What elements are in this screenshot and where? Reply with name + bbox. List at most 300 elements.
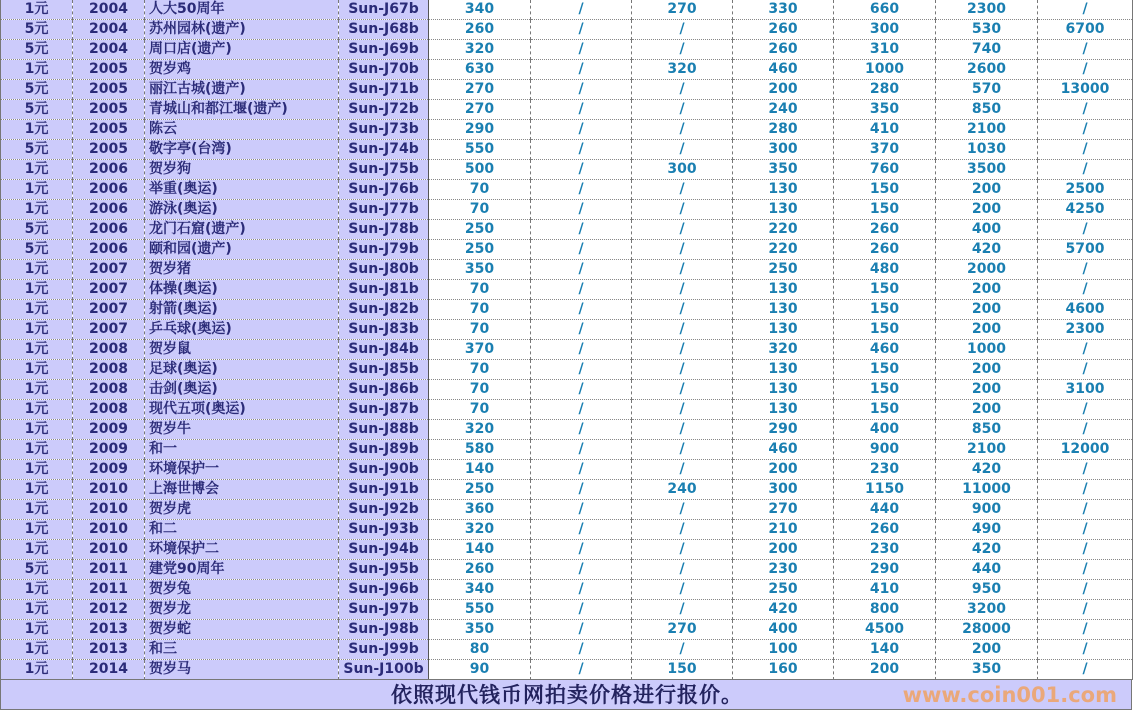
table-row	[1, 120, 1133, 140]
cell-price-6: 400	[936, 220, 1038, 240]
cell-denomination: 5元	[1, 220, 73, 240]
cell-catalog-code: Sun-J77b	[339, 200, 429, 220]
footer-note: 依照现代钱币网拍卖价格进行报价。	[391, 683, 743, 707]
cell-price-1: 260	[429, 20, 531, 40]
cell-price-3: /	[632, 500, 733, 520]
cell-price-2: /	[531, 0, 632, 20]
cell-coin-name: 环境保护一	[145, 460, 339, 480]
cell-denomination: 1元	[1, 280, 73, 300]
cell-price-3: 150	[632, 660, 733, 680]
cell-price-7: /	[1038, 420, 1133, 440]
cell-price-2: /	[531, 300, 632, 320]
cell-price-5: 410	[834, 120, 936, 140]
cell-price-5: 150	[834, 200, 936, 220]
cell-year: 2005	[73, 140, 145, 160]
cell-price-4: 130	[733, 280, 834, 300]
cell-price-1: 580	[429, 440, 531, 460]
cell-price-7: /	[1038, 140, 1133, 160]
cell-price-4: 130	[733, 400, 834, 420]
table-body	[1, 0, 1133, 680]
cell-price-7: 4250	[1038, 200, 1133, 220]
cell-price-3: 320	[632, 60, 733, 80]
cell-price-7: 5700	[1038, 240, 1133, 260]
cell-price-3: /	[632, 600, 733, 620]
cell-coin-name: 建党90周年	[145, 560, 339, 580]
cell-catalog-code: Sun-J68b	[339, 20, 429, 40]
cell-denomination: 5元	[1, 560, 73, 580]
cell-price-6: 200	[936, 180, 1038, 200]
cell-denomination: 5元	[1, 100, 73, 120]
cell-denomination: 1元	[1, 320, 73, 340]
table-row	[1, 440, 1133, 460]
cell-price-6: 2300	[936, 0, 1038, 20]
cell-price-2: /	[531, 260, 632, 280]
cell-year: 2006	[73, 160, 145, 180]
cell-coin-name: 和二	[145, 520, 339, 540]
cell-coin-name: 贺岁鼠	[145, 340, 339, 360]
cell-price-2: /	[531, 80, 632, 100]
table-row	[1, 500, 1133, 520]
cell-price-7: /	[1038, 640, 1133, 660]
cell-price-2: /	[531, 500, 632, 520]
cell-year: 2008	[73, 360, 145, 380]
cell-catalog-code: Sun-J89b	[339, 440, 429, 460]
cell-price-1: 70	[429, 320, 531, 340]
cell-price-3: /	[632, 260, 733, 280]
cell-price-6: 1030	[936, 140, 1038, 160]
cell-price-5: 480	[834, 260, 936, 280]
cell-price-4: 460	[733, 60, 834, 80]
table-row	[1, 220, 1133, 240]
table-row	[1, 360, 1133, 380]
cell-price-2: /	[531, 440, 632, 460]
cell-price-4: 280	[733, 120, 834, 140]
cell-price-6: 200	[936, 380, 1038, 400]
cell-price-4: 130	[733, 360, 834, 380]
cell-price-5: 150	[834, 320, 936, 340]
cell-denomination: 1元	[1, 420, 73, 440]
cell-year: 2010	[73, 480, 145, 500]
cell-price-4: 270	[733, 500, 834, 520]
cell-price-7: /	[1038, 620, 1133, 640]
cell-price-3: /	[632, 420, 733, 440]
cell-price-5: 230	[834, 460, 936, 480]
cell-denomination: 1元	[1, 660, 73, 680]
cell-price-7: /	[1038, 560, 1133, 580]
cell-year: 2014	[73, 660, 145, 680]
cell-coin-name: 贺岁蛇	[145, 620, 339, 640]
cell-price-5: 760	[834, 160, 936, 180]
table-row	[1, 560, 1133, 580]
cell-price-1: 140	[429, 460, 531, 480]
cell-price-5: 150	[834, 280, 936, 300]
cell-price-2: /	[531, 480, 632, 500]
cell-price-2: /	[531, 400, 632, 420]
table-row	[1, 280, 1133, 300]
cell-denomination: 1元	[1, 340, 73, 360]
cell-price-5: 200	[834, 660, 936, 680]
cell-catalog-code: Sun-J99b	[339, 640, 429, 660]
cell-price-5: 150	[834, 180, 936, 200]
table-row	[1, 600, 1133, 620]
table-row	[1, 400, 1133, 420]
cell-denomination: 1元	[1, 0, 73, 20]
cell-coin-name: 陈云	[145, 120, 339, 140]
cell-denomination: 1元	[1, 380, 73, 400]
cell-price-4: 230	[733, 560, 834, 580]
cell-price-2: /	[531, 660, 632, 680]
cell-price-5: 900	[834, 440, 936, 460]
cell-price-1: 70	[429, 300, 531, 320]
cell-price-6: 200	[936, 360, 1038, 380]
cell-price-3: /	[632, 540, 733, 560]
cell-price-4: 350	[733, 160, 834, 180]
cell-price-1: 350	[429, 260, 531, 280]
cell-year: 2006	[73, 180, 145, 200]
cell-price-4: 160	[733, 660, 834, 680]
cell-year: 2006	[73, 200, 145, 220]
cell-price-3: /	[632, 300, 733, 320]
cell-coin-name: 体操(奥运)	[145, 280, 339, 300]
cell-price-1: 270	[429, 80, 531, 100]
cell-coin-name: 苏州园林(遗产)	[145, 20, 339, 40]
cell-catalog-code: Sun-J100b	[339, 660, 429, 680]
cell-coin-name: 上海世博会	[145, 480, 339, 500]
cell-price-3: /	[632, 120, 733, 140]
cell-price-4: 330	[733, 0, 834, 20]
table-row	[1, 420, 1133, 440]
cell-denomination: 1元	[1, 260, 73, 280]
cell-price-6: 850	[936, 420, 1038, 440]
cell-coin-name: 颐和园(遗产)	[145, 240, 339, 260]
cell-price-4: 320	[733, 340, 834, 360]
cell-price-3: /	[632, 560, 733, 580]
cell-price-1: 250	[429, 240, 531, 260]
cell-price-3: /	[632, 640, 733, 660]
cell-price-5: 150	[834, 380, 936, 400]
cell-price-1: 350	[429, 620, 531, 640]
cell-catalog-code: Sun-J94b	[339, 540, 429, 560]
cell-price-6: 2100	[936, 440, 1038, 460]
cell-year: 2007	[73, 260, 145, 280]
cell-coin-name: 击剑(奥运)	[145, 380, 339, 400]
cell-price-1: 320	[429, 40, 531, 60]
cell-price-2: /	[531, 540, 632, 560]
cell-denomination: 1元	[1, 480, 73, 500]
cell-price-4: 130	[733, 180, 834, 200]
cell-price-4: 130	[733, 200, 834, 220]
cell-price-2: /	[531, 360, 632, 380]
cell-catalog-code: Sun-J80b	[339, 260, 429, 280]
cell-denomination: 1元	[1, 460, 73, 480]
cell-price-7: /	[1038, 360, 1133, 380]
table-row	[1, 540, 1133, 560]
cell-price-1: 250	[429, 480, 531, 500]
cell-coin-name: 贺岁龙	[145, 600, 339, 620]
cell-year: 2009	[73, 460, 145, 480]
cell-price-4: 210	[733, 520, 834, 540]
cell-price-7: /	[1038, 580, 1133, 600]
cell-catalog-code: Sun-J95b	[339, 560, 429, 580]
cell-year: 2005	[73, 80, 145, 100]
cell-catalog-code: Sun-J97b	[339, 600, 429, 620]
cell-coin-name: 贺岁狗	[145, 160, 339, 180]
cell-price-3: /	[632, 20, 733, 40]
cell-denomination: 5元	[1, 40, 73, 60]
cell-price-1: 70	[429, 360, 531, 380]
cell-price-6: 2000	[936, 260, 1038, 280]
cell-price-5: 260	[834, 520, 936, 540]
cell-catalog-code: Sun-J75b	[339, 160, 429, 180]
cell-price-1: 320	[429, 520, 531, 540]
cell-year: 2007	[73, 300, 145, 320]
cell-price-6: 350	[936, 660, 1038, 680]
cell-price-7: /	[1038, 460, 1133, 480]
table-row	[1, 480, 1133, 500]
cell-price-5: 1000	[834, 60, 936, 80]
cell-price-4: 240	[733, 100, 834, 120]
cell-year: 2011	[73, 580, 145, 600]
table-row	[1, 460, 1133, 480]
cell-price-7: /	[1038, 540, 1133, 560]
cell-price-3: /	[632, 200, 733, 220]
cell-price-3: /	[632, 360, 733, 380]
cell-price-5: 140	[834, 640, 936, 660]
cell-year: 2009	[73, 420, 145, 440]
cell-price-2: /	[531, 320, 632, 340]
cell-price-4: 200	[733, 80, 834, 100]
cell-year: 2005	[73, 120, 145, 140]
cell-denomination: 1元	[1, 200, 73, 220]
cell-price-6: 11000	[936, 480, 1038, 500]
cell-price-3: /	[632, 460, 733, 480]
cell-price-1: 140	[429, 540, 531, 560]
cell-price-4: 460	[733, 440, 834, 460]
cell-coin-name: 龙门石窟(遗产)	[145, 220, 339, 240]
cell-price-2: /	[531, 120, 632, 140]
cell-year: 2008	[73, 380, 145, 400]
cell-price-4: 130	[733, 300, 834, 320]
cell-price-4: 250	[733, 260, 834, 280]
cell-coin-name: 贺岁兔	[145, 580, 339, 600]
cell-coin-name: 青城山和都江堰(遗产)	[145, 100, 339, 120]
cell-price-5: 410	[834, 580, 936, 600]
table-row	[1, 60, 1133, 80]
cell-price-3: /	[632, 520, 733, 540]
cell-price-5: 300	[834, 20, 936, 40]
cell-price-4: 260	[733, 40, 834, 60]
cell-price-3: /	[632, 380, 733, 400]
table-row	[1, 640, 1133, 660]
cell-price-6: 900	[936, 500, 1038, 520]
cell-price-5: 460	[834, 340, 936, 360]
cell-coin-name: 周口店(遗产)	[145, 40, 339, 60]
cell-price-5: 230	[834, 540, 936, 560]
cell-price-2: /	[531, 340, 632, 360]
table-row	[1, 180, 1133, 200]
cell-coin-name: 贺岁马	[145, 660, 339, 680]
cell-price-3: /	[632, 40, 733, 60]
cell-denomination: 1元	[1, 440, 73, 460]
cell-price-7: /	[1038, 480, 1133, 500]
cell-coin-name: 贺岁虎	[145, 500, 339, 520]
cell-year: 2007	[73, 280, 145, 300]
table-row	[1, 160, 1133, 180]
cell-price-2: /	[531, 460, 632, 480]
cell-price-5: 800	[834, 600, 936, 620]
cell-price-6: 530	[936, 20, 1038, 40]
cell-coin-name: 举重(奥运)	[145, 180, 339, 200]
cell-price-1: 370	[429, 340, 531, 360]
cell-coin-name: 现代五项(奥运)	[145, 400, 339, 420]
cell-coin-name: 游泳(奥运)	[145, 200, 339, 220]
cell-price-7: /	[1038, 40, 1133, 60]
cell-price-2: /	[531, 420, 632, 440]
cell-price-2: /	[531, 220, 632, 240]
cell-price-6: 200	[936, 320, 1038, 340]
cell-price-2: /	[531, 620, 632, 640]
cell-price-2: /	[531, 520, 632, 540]
cell-catalog-code: Sun-J69b	[339, 40, 429, 60]
cell-price-4: 220	[733, 240, 834, 260]
cell-catalog-code: Sun-J72b	[339, 100, 429, 120]
cell-price-4: 290	[733, 420, 834, 440]
table-row	[1, 200, 1133, 220]
cell-denomination: 5元	[1, 20, 73, 40]
cell-price-1: 90	[429, 660, 531, 680]
cell-price-3: /	[632, 140, 733, 160]
cell-price-2: /	[531, 280, 632, 300]
cell-catalog-code: Sun-J78b	[339, 220, 429, 240]
cell-price-6: 420	[936, 540, 1038, 560]
cell-price-7: /	[1038, 340, 1133, 360]
cell-year: 2006	[73, 240, 145, 260]
cell-price-5: 290	[834, 560, 936, 580]
cell-coin-name: 敬字亭(台湾)	[145, 140, 339, 160]
cell-price-2: /	[531, 600, 632, 620]
cell-price-6: 570	[936, 80, 1038, 100]
cell-price-7: 4600	[1038, 300, 1133, 320]
cell-price-1: 80	[429, 640, 531, 660]
cell-price-5: 400	[834, 420, 936, 440]
cell-price-3: /	[632, 220, 733, 240]
cell-price-2: /	[531, 20, 632, 40]
cell-price-1: 250	[429, 220, 531, 240]
cell-price-1: 320	[429, 420, 531, 440]
cell-denomination: 5元	[1, 80, 73, 100]
table-row	[1, 340, 1133, 360]
table-row	[1, 20, 1133, 40]
cell-price-3: /	[632, 100, 733, 120]
cell-year: 2010	[73, 500, 145, 520]
cell-denomination: 1元	[1, 60, 73, 80]
cell-coin-name: 足球(奥运)	[145, 360, 339, 380]
cell-price-5: 310	[834, 40, 936, 60]
cell-price-1: 290	[429, 120, 531, 140]
cell-catalog-code: Sun-J83b	[339, 320, 429, 340]
cell-denomination: 1元	[1, 500, 73, 520]
cell-price-7: 6700	[1038, 20, 1133, 40]
cell-price-6: 2100	[936, 120, 1038, 140]
cell-price-1: 550	[429, 140, 531, 160]
cell-year: 2010	[73, 540, 145, 560]
cell-coin-name: 和三	[145, 640, 339, 660]
cell-price-4: 420	[733, 600, 834, 620]
cell-price-4: 400	[733, 620, 834, 640]
cell-catalog-code: Sun-J70b	[339, 60, 429, 80]
cell-catalog-code: Sun-J87b	[339, 400, 429, 420]
cell-catalog-code: Sun-J73b	[339, 120, 429, 140]
cell-year: 2010	[73, 520, 145, 540]
cell-price-6: 420	[936, 460, 1038, 480]
cell-catalog-code: Sun-J84b	[339, 340, 429, 360]
cell-catalog-code: Sun-J86b	[339, 380, 429, 400]
cell-denomination: 1元	[1, 640, 73, 660]
cell-denomination: 1元	[1, 160, 73, 180]
cell-price-7: 12000	[1038, 440, 1133, 460]
cell-price-6: 440	[936, 560, 1038, 580]
cell-catalog-code: Sun-J76b	[339, 180, 429, 200]
cell-price-7: /	[1038, 280, 1133, 300]
cell-price-6: 740	[936, 40, 1038, 60]
cell-price-2: /	[531, 200, 632, 220]
table-row	[1, 260, 1133, 280]
cell-denomination: 1元	[1, 600, 73, 620]
cell-year: 2005	[73, 100, 145, 120]
cell-price-7: /	[1038, 400, 1133, 420]
cell-price-3: 270	[632, 620, 733, 640]
cell-price-3: /	[632, 240, 733, 260]
cell-catalog-code: Sun-J67b	[339, 0, 429, 20]
cell-catalog-code: Sun-J79b	[339, 240, 429, 260]
cell-price-2: /	[531, 180, 632, 200]
cell-denomination: 1元	[1, 400, 73, 420]
cell-coin-name: 乒乓球(奥运)	[145, 320, 339, 340]
cell-price-3: /	[632, 580, 733, 600]
cell-price-5: 4500	[834, 620, 936, 640]
cell-price-6: 1000	[936, 340, 1038, 360]
cell-coin-name: 和一	[145, 440, 339, 460]
cell-price-4: 300	[733, 480, 834, 500]
cell-coin-name: 贺岁猪	[145, 260, 339, 280]
table-row	[1, 240, 1133, 260]
cell-year: 2004	[73, 0, 145, 20]
cell-price-4: 130	[733, 320, 834, 340]
cell-year: 2007	[73, 320, 145, 340]
cell-catalog-code: Sun-J88b	[339, 420, 429, 440]
cell-price-6: 200	[936, 300, 1038, 320]
cell-price-4: 250	[733, 580, 834, 600]
table-row	[1, 40, 1133, 60]
cell-price-3: /	[632, 440, 733, 460]
table-row	[1, 100, 1133, 120]
cell-price-6: 200	[936, 400, 1038, 420]
cell-catalog-code: Sun-J91b	[339, 480, 429, 500]
cell-year: 2011	[73, 560, 145, 580]
cell-price-6: 200	[936, 640, 1038, 660]
cell-price-2: /	[531, 100, 632, 120]
cell-year: 2013	[73, 620, 145, 640]
cell-price-7: /	[1038, 660, 1133, 680]
cell-denomination: 1元	[1, 580, 73, 600]
cell-denomination: 1元	[1, 300, 73, 320]
cell-price-4: 200	[733, 460, 834, 480]
cell-price-2: /	[531, 380, 632, 400]
cell-catalog-code: Sun-J92b	[339, 500, 429, 520]
table-row	[1, 660, 1133, 680]
cell-price-1: 360	[429, 500, 531, 520]
cell-year: 2006	[73, 220, 145, 240]
